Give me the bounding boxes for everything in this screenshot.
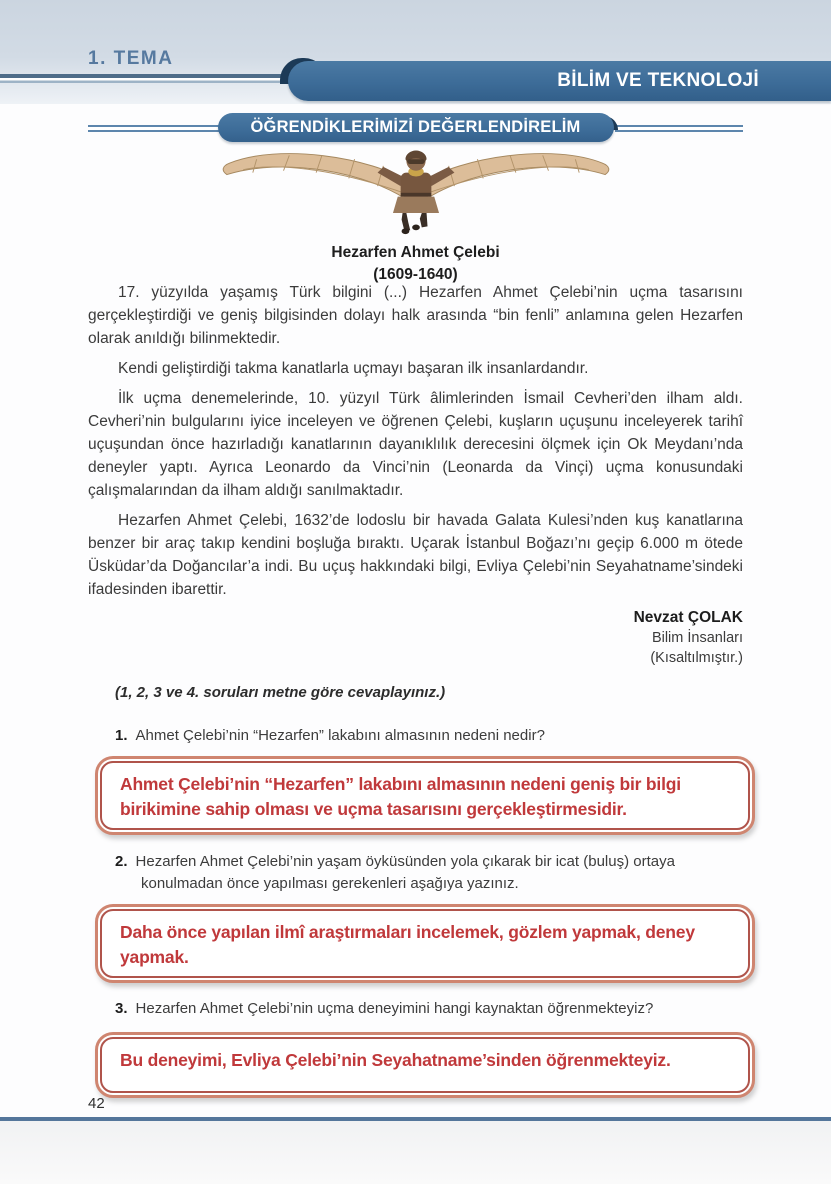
section-title: ÖĞRENDİKLERİMİZİ DEĞERLENDİRELİM xyxy=(218,113,614,142)
bottom-margin xyxy=(0,1121,831,1184)
answer-box-3 xyxy=(95,1032,755,1098)
figure-caption-years: (1609-1640) xyxy=(373,266,458,283)
author-name: Nevzat ÇOLAK xyxy=(633,609,743,626)
question-3-number: 3. xyxy=(115,1000,128,1017)
unit-header-rule xyxy=(0,74,302,83)
source-note: (Kısaltılmıştır.) xyxy=(650,650,743,666)
question-1 xyxy=(115,725,743,747)
question-2 xyxy=(115,851,743,895)
ribbon-rule-left xyxy=(88,125,236,132)
article-paragraph: Kendi geliştirdiği takma kanatlarla uçmayı başaran ilk insanlardandır. xyxy=(118,360,589,377)
unit-banner-title: BİLİM VE TEKNOLOJİ xyxy=(288,61,831,101)
question-3 xyxy=(115,998,743,1020)
article-paragraph: İlk uçma denemelerinde, 10. yüzyıl Türk âlimlerinden İsmail Cevheri’den ilham aldı. Cevheri’nin bulgularını iyice inceleyen ve öğrenen Çelebi, kuşların uçuşunu inceleyerek tarihî uçuşundan önce hazırladığı kanatlarının dayanıklılık derecesini ölçmek için Ok Meydanı’nda deneyler yaptı. Ayrıca Leonardo da Vinci’nin (Leonarda da Vinçi) uçma konusundaki çalışmalarından da ilham aldığı sanılmaktadır. xyxy=(88,390,743,499)
figure-caption-name: Hezarfen Ahmet Çelebi xyxy=(331,244,500,261)
ribbon-rule-right xyxy=(615,125,743,132)
instruction-text: (1, 2, 3 ve 4. soruları metne göre cevaplayınız.) xyxy=(115,684,446,701)
unit-header xyxy=(0,60,831,102)
unit-logo: 1. TEMA xyxy=(88,48,174,69)
winged-man-illustration xyxy=(206,140,626,236)
answer-1-text: Ahmet Çelebi’nin “Hezarfen” lakabını almasının nedeni geniş bir bilgi birikimine sahip olması ve uçma tasarısını gerçekleştirmesidir. xyxy=(120,774,681,819)
page-number: 42 xyxy=(88,1095,105,1112)
section-ribbon xyxy=(88,113,743,143)
question-3-text: Hezarfen Ahmet Çelebi’nin uçma deneyimini hangi kaynaktan öğrenmekteyiz? xyxy=(135,1000,654,1017)
answer-3-text: Bu deneyimi, Evliya Çelebi’nin Seyahatname’sinden öğrenmekteyiz. xyxy=(120,1050,671,1070)
answer-box-2 xyxy=(95,904,755,983)
source-title: Bilim İnsanları xyxy=(651,630,743,646)
author-block xyxy=(88,608,743,668)
article-paragraph: 17. yüzyılda yaşamış Türk bilgini (...) Hezarfen Ahmet Çelebi’nin uçma tasarısını gerçekleştirdiği ve geniş bilgisinden dolayı halk arasında “bin fenli” anlamına gelen Hezarfen olarak anıldığı bilinmektedir. xyxy=(88,284,743,347)
figure xyxy=(0,140,831,285)
question-2-text: Hezarfen Ahmet Çelebi’nin yaşam öyküsünden yola çıkarak bir icat (buluş) ortaya konulmadan önce yapılması gerekenleri aşağıya yazınız. xyxy=(135,853,675,892)
answer-2-text: Daha önce yapılan ilmî araştırmaları incelemek, gözlem yapmak, deney yapmak. xyxy=(120,922,695,967)
article-paragraph: Hezarfen Ahmet Çelebi, 1632’de lodoslu bir havada Galata Kulesi’nden kuş kanatlarına benzer bir araç takıp kendini boşluğa bıraktı. Uçarak İstanbul Boğazı’nı geçip 6.000 m ötede Üsküdar’da Doğancılar’a indi. Bu uçuş hakkındaki bilgi, Evliya Çelebi’nin Seyahatname’sindeki ifadesinden ibarettir. xyxy=(88,512,743,598)
question-2-number: 2. xyxy=(115,853,128,870)
main-content xyxy=(88,281,743,1184)
answer-box-1 xyxy=(95,756,755,835)
question-1-number: 1. xyxy=(115,727,128,744)
question-1-text: Ahmet Çelebi’nin “Hezarfen” lakabını almasının nedeni nedir? xyxy=(135,727,545,744)
